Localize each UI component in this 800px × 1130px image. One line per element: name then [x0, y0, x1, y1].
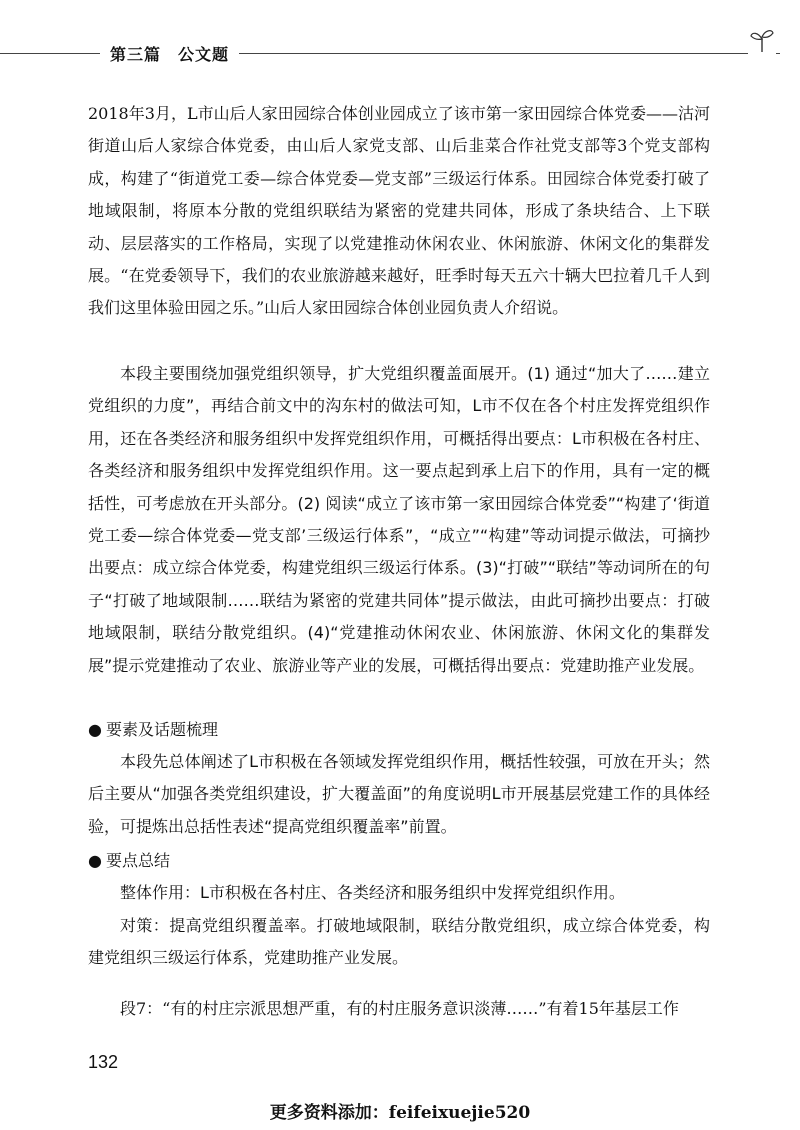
analysis-paragraph: 本段主要围绕加强党组织领导，扩大党组织覆盖面展开。(1) 通过“加大了……建立党组织的力度”，再结合前文中的沟东村的做法可知，L市不仅在各个村庄发挥党组织作用，还在各类经济和服务组织中发挥党组织作用，可概括得出要点：L市积极在各村庄、各类经济和服务组织中发挥党组织作用。这一要点起到承上启下的作用，具有一定的概括性，可考虑放在开头部分。(2) 阅读“成立了该市第一家田园综合体党委”“构建了‘街道党工委—综合体党委—党支部’三级运行体系”，“成立”“构建”等动词提示做法，可摘抄出要点：成立综合体党委，构建党组织三级运行体系。(3)“打破”“联结”等动词所在的句子“打破了地域限制……联结为紧密的党建共同体”提示做法，由此可摘抄出要点：打破地域限制，联结分散党组织。(4)“党建推动休闲农业、休闲旅游、休闲文化的集群发展”提示党建推动了农业、旅游业等产业的发展，可概括得出要点：党建助推产业发展。	[88, 364, 710, 675]
heading-text: 要点总结	[105, 851, 170, 870]
heading-text: 要素及话题梳理	[105, 720, 218, 739]
summary-overall: 整体作用：L市积极在各村庄、各类经济和服务组织中发挥党组织作用。	[120, 883, 625, 902]
sprout-icon	[748, 26, 776, 54]
elements-paragraph: 本段先总体阐述了L市积极在各领域发挥党组织作用，概括性较强，可放在开头；然后主要从“加强各类党组织建设，扩大覆盖面”的角度说明L市开展基层党建工作的具体经验，可提炼出总括性表述“提高党组织覆盖率”前置。	[88, 752, 710, 836]
bullet-icon: ●	[88, 851, 102, 870]
summary-countermeasures: 对策：提高党组织覆盖率。打破地域限制，联结分散党组织，成立综合体党委，构建党组织三级运行体系，党建助推产业发展。	[88, 916, 710, 968]
running-header	[0, 40, 800, 66]
page-number: 132	[88, 1052, 119, 1072]
chapter-title: 第三篇 公文题	[100, 42, 239, 65]
bullet-icon: ●	[88, 720, 102, 739]
section-heading-elements	[88, 714, 710, 746]
section-heading-summary	[88, 845, 710, 877]
footer-note: 更多资料添加：feifeixuejie520	[269, 1103, 531, 1123]
next-paragraph: 段7：“有的村庄宗派思想严重，有的村庄服务意识淡薄……”有着15年基层工作	[120, 999, 679, 1018]
case-paragraph: 2018年3月，L市山后人家田园综合体创业园成立了该市第一家田园综合体党委——沽河街道山后人家综合体党委，由山后人家党支部、山后韭菜合作社党支部等3个党支部构成，构建了“街道党工委—综合体党委—党支部”三级运行体系。田园综合体党委打破了地域限制，将原本分散的党组织联结为紧密的党建共同体，形成了条块结合、上下联动、层层落实的工作格局，实现了以党建推动休闲农业、休闲旅游、休闲文化的集群发展。“在党委领导下，我们的农业旅游越来越好，旺季时每天五六十辆大巴拉着几千人到我们这里体验田园之乐。”山后人家田园综合体创业园负责人介绍说。	[88, 104, 710, 318]
